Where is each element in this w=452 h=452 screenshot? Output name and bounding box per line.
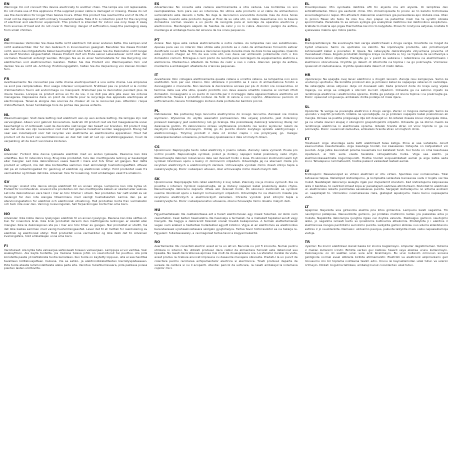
language-block [4,212,147,239]
language-code: ES [154,2,160,6]
language-text: Opozorila: Te verige ne povezujte elektricno z drugo verigo. Zarnic ni mogoce zamenjati. Samo za uporabo v zaprtih prostorih. Izdelka ne uporabljajte, ce je prilozeni napajalni kabel poskodovan ali manjka. Okrasa ne pustite prizganega dlje kot dvanajst ur. Ko izdelek doseze konec zivljenjske dobe, ga ne smete zavreci skupaj z obicajnimi gospodinjskimi odpadki. Odnesite ga na zbirno mesto za recikliranje elektricne in elektronske opreme. Izdelek hranite stran od virov toplote in ga ne pokrivajte. Pozor: nevarnost zadusitve, embalazo hranite stran od majhnih otrok. [304,108,448,132]
language-block [154,2,297,33]
language-text: Warnings: Do not connect this device electrically to another chain. The lamps are not replaceable. Do not make use of this appliance if the supplied power cable is damaged or missing. Please do not use the decoration for longer than twelve hours. When this product has reached the end of its life, it must not be disposed of with ordinary household waste. Take it to a collection point for the recycling of electrical and electronic equipment. This product is intended for indoor use only. Keep it away from sources of heat and do not cover it. Warning: danger of suffocation, keep the packaging away from small children. [4,5,148,32]
language-block [4,77,147,108]
language-block [4,244,147,271]
language-text: Upozorenja: Ne spajajte ovaj lanac elektricno s drugim lancem. Zarulje nisu zamjenjive. Samo za unutarnju upotrebu. Ne koristite proizvod ako je prilozeni kabel za napajanje ostecen ili nedostaje. Ne ostavljajte ukras ukljucen dulje od dvanaest sati. Kada proizvod dode do kraja svog vijeka trajanja, ne smije se odlagati s obicnim kucnim otpadom. Odnesite ga na sabirno mjesto za recikliranje elektricne i elektronicke opreme. Drzite ga podalje od izvora topline i ne prekrivajte ga. Pozor: opasnost od gusenja, ambalazu drzite podalje od male djece. [304,76,448,100]
language-block [305,240,448,267]
language-block [305,73,448,100]
language-text: Ostrzezenia: Nie podlaczaj tego lancucha elektrycznie do innego lancucha. Zarowek nie mozna wymienic. Wylacznie do uzytku wewnatrz pomieszczen. Nie uzywaj produktu, jesli dolaczony przewod zasilajacy jest uszkodzony lub go brakuje. Nie pozostawiaj dekoracji wlaczonej dluzej niz dwanascie godzin. Po zakonczeniu okresu uzytkowania produktu nie wolno wyrzucac razem ze zwyklymi odpadami domowymi. Oddaj go do punktu zbiorki zuzytego sprzetu elektrycznego i elektronicznego. Trzymaj produkt z dala od zrodel ciepla i nie przykrywaj go. Uwaga: niebezpieczenstwo uduszenia, przechowuj opakowanie z dala od malych dzieci. [154,112,298,139]
language-block [4,113,147,144]
language-text: Warnhinweise: Verbinden Sie diese Kette nicht elektrisch mit einer anderen Kette. Die Lampen sind nicht austauschbar. Nur fur den Gebrauch in Innenraumen geeignet. Benutzen Sie dieses Produkt nicht, wenn das mitgelieferte Kabel beschadigt ist oder fehlt. Lassen Sie die Dekoration nicht langer als zwolf Stunden eingeschaltet. Dieses Produkt darf am Ende seiner Lebensdauer nicht uber den normalen Hausmull entsorgt werden. Bringen Sie es zu einer Sammelstelle fur das Recycling von elektrischen und elektronischen Geraten. Halten Sie das Produkt von Warmequellen fern und decken Sie es nicht ab. Achtung: Erstickungsgefahr, halten Sie die Verpackung von kleinen Kindern fern. [4,41,148,72]
language-block [154,145,297,172]
language-block [305,169,448,200]
language-code: SL [304,105,310,110]
language-code: PL [154,108,160,113]
language-code: TR [304,240,310,245]
language-block [154,109,297,140]
language-code: IT [154,73,159,78]
language-code: DE [4,37,10,42]
language-code: NO [4,212,11,217]
language-code: EL [304,2,310,6]
column-middle [154,2,297,452]
language-code: HU [154,208,161,213]
language-block [154,73,297,104]
language-text: Avvertenze: Non collegare elettricamente questa catena a un'altra catena. Le lampadine non sono sostituibili. Solo per uso interno. Non utilizzare il prodotto se il cavo di alimentazione fornito e danneggiato o mancante. Non lasciare la decorazione accesa per piu di dodici ore consecutive. Al termine della sua vita utile, questo prodotto non deve essere smaltito insieme ai normali rifiuti domestici. Consegnarlo a un punto di raccolta per il riciclaggio delle apparecchiature elettriche ed elettroniche. Tenere il prodotto lontano da fonti di calore e non coprirlo. Attenzione: pericolo di soffocamento, tenere l'imballaggio lontano dalla portata dei bambini piccoli. [154,76,298,104]
language-code: FR [4,77,10,82]
language-text: Preduprezhdeniya: Ne svarzvayte tazi verigа elektricheski s druga veriga. Krushkite ne mogat da bydat smeneni. Samo za upotreba na zakrito. Ne izpolzvayte produkta, ako prilozheniyat zahranvasht kabel e povreden ili lipsva. Ne ostavyayte dekoratsiyata vklyuchena poveche ot dvanadeset chasa. Kogato produktat dostigne kraya na zhivota si, toy ne tryabva da se izhvarlya s obiknovenite bitovi otpadatsi. Predayte go v punkt za sabirane i retsiklirane na elektrichesko i elektronno oborudvane. Dryzhte go dalech ot iztochnitsi na toplina i ne go pokrivayte. Vnimanie: opasnost ot zadushavane, dryzhte opakovkata dalech ot malki detsa. [304,41,448,68]
language-code: SV [4,180,10,185]
language-text: Waarschuwingen: Sluit deze ketting niet elektrisch aan op een andere ketting. De lampjes zijn niet vervangbaar. Alleen voor gebruik binnenshuis. Gebruik dit product niet als het meegeleverde snoer beschadigd is of ontbreekt. Laat de decoratie niet langer dan twaalf uur branden. Dit product mag aan het einde van zijn levensduur niet met het gewone huisafval worden weggegooid. Breng het naar een inzamelpunt voor het recyclen van elektrische en elektronische apparatuur. Houd het product uit de buurt van warmtebronnen en dek het niet af. Let op: verstikkingsgevaar, houd de verpakking uit de buurt van kleine kinderen. [4,116,148,143]
language-block [154,240,297,271]
language-text: Proeidopoiiseis: Min syndeete ilektrika afti tin alysida me alli alysida. Oi lamptires den antikathistantai. Mono gia esoteriki chrisi. Min chrisimopoieite to proion an to kalodio trofodosias einai kategmeno i leipei. Min afinete ti diakosmisi anammeni gia perissoteres apo dodeka ores. Otan to proion ftasei sto telos tis zois tou, den prepei na petachtei mazi me ta synithi oikiaka aporrimmata. Paradoste to se simeio syllogis gia anakyklosi ilektrikou kai ilektronikou exoplismou. Kratiste to makria apo piges thermotitas kai min to kalyptete. Prosochi: kindynos asfyxias, kratiste ti syskevasia makria apo mikra paidia. [304,5,448,32]
language-code: ET [304,137,310,142]
language-text: Avisos: Nao ligue esta cadeia eletricamente a outra cadeia. As lampadas nao sao substituiveis. Apenas para uso no interior. Nao utilize este produto se o cabo de alimentacao fornecido estiver danificado ou em falta. Nao deixe a decoracao ligada durante mais de doze horas seguidas. Quando este produto chegar ao fim da sua vida util, nao deve ser eliminado juntamente com o lixo domestico comum. Entregue-o num ponto de recolha para reciclagem de equipamentos eletricos e eletronicos. Mantenha-o afastado de fontes de calor e nao o cubra. Atencao: perigo de asfixia, mantenha a embalagem afastada de criancas pequenas. [154,41,298,68]
language-block [305,105,448,132]
language-code: BG [304,37,311,42]
language-text: Advertencias: No conecte esta cadena electricamente a otra cadena. Las bombillas no son reemplazables. Solo para uso en interiores. No utilice este producto si el cable de alimentacion suministrado esta danado o falta. No deje la decoracion encendida durante mas de doce horas seguidas. Cuando este producto llegue al final de su vida util, no debe desecharse con la basura domestica normal. Llevelo a un punto de recogida para el reciclaje de aparatos electricos y electronicos. Mantengalo alejado de fuentes de calor y no lo cubra. Atencion: peligro de asfixia, mantenga el embalaje fuera del alcance de los ninos pequenos. [154,5,298,32]
language-text: Figyelmeztetesek: Ne csatlakoztassa ezt a fuzert elektromosan egy masik fuzerhez. Az izzok nem cserelhetok. Csak belteri hasznalatra. Ne hasznalja a termeket, ha a mellekelt tapkabel serult vagy hianyzik. Ne hagyja a dekoraciot tizenket oranal tovabb bekapcsolva. A termek elettartamanak vegen nem szabad a haztartasi hulladekkal egyutt kidobni. Vigye el az elektromos es elektronikus berendezesek ujrahasznositasara szolgalo gyujtohelyre. Tartsa tavol hoforrasoktol es ne takarja le. Figyelem: fulladasveszely, a csomagolast tartsa tavol a kisgyermekektol. [154,211,298,235]
language-code: SK [154,176,160,181]
language-text: Upozornenia: Nepripajajte tuto retaz elektricky k inej retazi. Ziarovky nie je mozne vymenit. Iba na pouzitie v interieri. Vyrobok nepouzivajte, ak je dodany napajaci kabel poskodeny alebo chyba. Nenechavajte dekoraciu zapnutu dlhsie ako dvanast hodin. Po skonceni zivotnosti sa vyrobok nesmie likvidovat spolu s beznym komunalnym odpadom. Odovzdajte ho na zbernom mieste pre recyklaciu elektrickych a elektronickych zariadeni. Chrante vyrobok pred zdrojmi tepla a nezakryvajte ho. Pozor: nebezpecenstvo udusenia, obal uchovavajte mimo dosahu malych deti. [154,179,298,203]
language-text: Hoiatused: Arge uhendage seda ketti elektriliselt teise ketiga. Pirne ei saa vahetada. Ainult siseruumides kasutamiseks. Arge kasutage toodet, kui kaasasolev toitejuhe on kahjustatud voi puudub. Arge jatke kaunistust poleme kauemaks kui kaksteist tundi. Kui toode on oma kasutusea lopetanud, ei tohi seda visata tavaliste olmejaatmete hulka. Viige see elektri- ja elektroonikaseadmete kogumispunkti. Hoidke toodet soojusallikatest eemal ja arge katke seda kinni. Tahelepanu: lammatusoht, hoidke pakend vaikestest lastest eemal. [304,140,448,164]
language-block [154,208,297,235]
language-code: FI [4,244,8,249]
language-text: Varoitukset: Ala kytke tata valosarjaa sahkoisesti toiseen valosarjaan. Lamppuja ei voi vaihtaa. Vain sisakayttoon. Ala kayta tuotetta, jos mukana tuleva johto on vaurioitunut tai puuttuu. Ala pida koristetta paalla yli kahtatoista tuntia kerrallaan. Kun tuote on kaytetty loppuun, sita ei saa havittaa tavallisen kotitalousjatteen mukana. Vie se sahko- ja elektroniikkalaitteiden kierratyspisteeseen. Pida tuote etaalla lammonlahteista alaka peita sita. Varoitus: tukehtumisvaara, pida pakkaus poissa pienten lasten ulottuvilta. [4,247,148,271]
language-block [154,177,297,204]
language-text: Bridinajumi: Nesavienojiet so virteni elektriski ar citu virteni. Spuldzes nav nomainamas. Tikai lietosanai telpas. Nelietojiet izstradajumu, ja komplekta ieklautais barosanas vads ir bojats vai tas trukst. Neatstajiet dekoraciju ieslegtu ilgak par divpadsmit stundam. Kad izstradajuma kalposanas laiks ir beidzies, to nedrikst izmest kopa ar parastajiem sadzives atkritumiem. Nododiet to elektrisko un elektronisko iekartu parstrades savaksanas punkta. Sargajiet izstradajumu no siltuma avotiem un neapklajiet to. Uzmanibu: nosmaksanas risks, glabajiet iepakojumu mazu bernu nepieejama vieta. [304,172,448,199]
language-text: Ispejimai: Nejunkite sios girliandos elektra prie kitos girliandos. Lempuciu keisti negalima. Tik naudojimui patalpose. Nenaudokite gaminio, jei pridetas maitinimo laidas yra pazeistas arba jo truksta. Nepalikite dekoracijos ijungtos ilgiau nei dvylika valandu. Pasibaigus gaminio naudojimo laikui, jo negalima ismesti kartu su iprastomis buitinemis atliekomis. Pristatykite ji i elektros ir elektronines irangos perdirbimo surinkimo punkta. Laikykite gamini atokiau nuo siluma skleidzianciu saltiniu ir jo neuzdenkite. Demesio: uzdusimo pavojus, pakuote laikykite mazu vaiku nepasiekiamoje vietoje. [304,208,448,235]
language-text: Varningar: Anslut inte denna slinga elektriskt till en annan slinga. Lamporna kan inte bytas ut. Endast for inomhusbruk. Anvand inte produkten om den medfoljande kabeln ar skadad eller saknas. Lat inte dekorationen vara tand i mer an tolv timmar i strack. Nar produkten har natt slutet av sin livslangd far den inte slangas tillsammans med vanligt hushallsavfall. Lamna den pa en atervinningsstation for elektrisk och elektronisk utrustning. Hall produkten borta fran varmekallor och tack inte over den. Varning: kvavningsrisk, hall forpackningen borta fran sma barn. [4,183,148,207]
language-block [4,180,147,207]
column-left [4,2,147,452]
language-code: NL [4,112,10,117]
language-block [4,148,147,175]
language-text: Uyarilar: Bu zinciri elektriksel olarak baska bir zincire baglamayin. Ampuller degistirilemez. Yalnizca ic mekan kullanimi icindir. Birlikte verilen guc kablosu hasarli veya eksikse urunu kullanmayin. Dekorasyonu on iki saatten uzun sure acik birakmayin. Bu urun kullanim omrunun sonuna geldiginde normal evsel atiklarla birlikte atilmamalidir. Elektrikli ve elektronik ekipmanlarin geri donusumu icin bir toplama noktasina teslim edin. Urunu isi kaynaklarindan uzak tutun ve uzerini ortmeyin. Dikkat: bogulma tehlikesi, ambalaji kucuk cocuklardan uzak tutun. [304,243,448,267]
language-text: Advarsler: Forbind ikke denne lyskaede elektrisk med en anden lyskaede. Paererne kan ikke udskiftes. Kun til indendors brug. Brug ikke produktet, hvis den medfolgende ledning er beskadiget eller mangler. Lad ikke dekorationen vaere taendt i mere end tolv timer ad gangen. Nar dette produkt er udtjent, ma det ikke bortskaffes sammen med almindeligt husholdningsaffald. Aflever det pa et indsamlingssted for genbrug af elektrisk og elektronisk udstyr. Hold produktet vaek fra varmekilder og tildaek det ikke. Advarsel: fare for kvaelning, hold emballagen vaek fra smaborn. [4,151,148,175]
language-text: Avertismente: Nu conectati electric acest sir la un alt sir. Becurile nu pot fi inlocuite. Numai pentru utilizare in interior. Nu utilizati produsul daca cablul de alimentare furnizat este deteriorat sau lipseste. Nu lasati decoratiunea aprinsa mai mult de douasprezece ore. La sfarsitul duratei de viata, acest produs nu trebuie aruncat impreuna cu deseurile menajere obisnuite. Predati-l la un punct de colectare pentru reciclarea echipamentelor electrice si electronice. Tineti produsul departe de sursele de caldura si nu il acoperiti. Atentie: pericol de sufocare, nu lasati ambalajul la indemana copiilor mici. [154,243,298,271]
language-block [4,2,147,33]
language-text: Avertissements: Ne connectez pas cette chaine electriquement a une autre chaine. Les ampoules ne sont pas remplacables. Pour usage interieur uniquement. N'utilisez pas ce produit si le cordon d'alimentation fourni est endommage ou manquant. N'allumez pas la decoration pendant plus de douze heures. Lorsque ce produit arrive en fin de vie, il ne doit pas etre jete avec les ordures menageres. Deposez-le dans un point de collecte pour le recyclage des appareils electriques et electroniques. Tenez-le eloigne des sources de chaleur et ne le recouvrez pas. Attention: risque d'etouffement, tenez l'emballage hors de portee des jeunes enfants. [4,80,148,107]
language-code: PT [154,37,160,42]
column-right [305,2,448,452]
language-text: Upozorneni: Nepripojujte tento retez elektricky k jinemu retezu. Zarovky nelze vymenit. Pouze pro vnitrni pouziti. Nepouzivejte vyrobek, pokud je dodany napajeci kabel poskozeny nebo chybi. Nenechavejte dekoraci rozsvicenou dele nez dvanact hodin v kuse. Po skonceni zivotnosti nesmi byt vyrobek likvidovan spolu s bezny m domovnim odpadem. Odevzdejte jej na sbernem miste pro recyklaci elektrickych a elektronickych zarizeni. Uchovavejte vyrobek mimo dosah zdroju tepla a nezakryvejte jej. Pozor: nebezpeci uduseni, obal uchovavejte mimo dosah malych deti. [154,148,298,171]
language-block [305,2,448,33]
language-text: Advarsler: Ikke koble denne lysslyngen elektrisk til en annen lysslynge. Paerene kan ikke skiftes ut. Kun for innendors bruk. Ikke bruk produktet dersom den medfolgende ledningen er skadet eller mangler. Ikke la dekorasjonen sta pa i mer enn tolv timer av gangen. Nar produktet er utslitt, ma det ikke kastes sammen med vanlig husholdningsavfall. Lever det til et mottak for resirkulering av elektrisk og elektronisk utstyr. Hold produktet unna varmekilder og ikke dekk det til. Advarsel: kvelningsfare, hold emballasjen unna sma barn. [4,215,148,239]
language-code: HR [304,73,311,78]
language-block [4,38,147,72]
language-code: LT [304,204,309,209]
language-code: EN [4,2,10,6]
language-code: LV [304,169,310,174]
language-block [305,137,448,164]
language-code: CS [154,144,160,149]
language-block [305,205,448,236]
language-code: DA [4,148,10,153]
language-code: RO [154,240,161,245]
language-block [305,38,448,69]
language-block [154,38,297,69]
